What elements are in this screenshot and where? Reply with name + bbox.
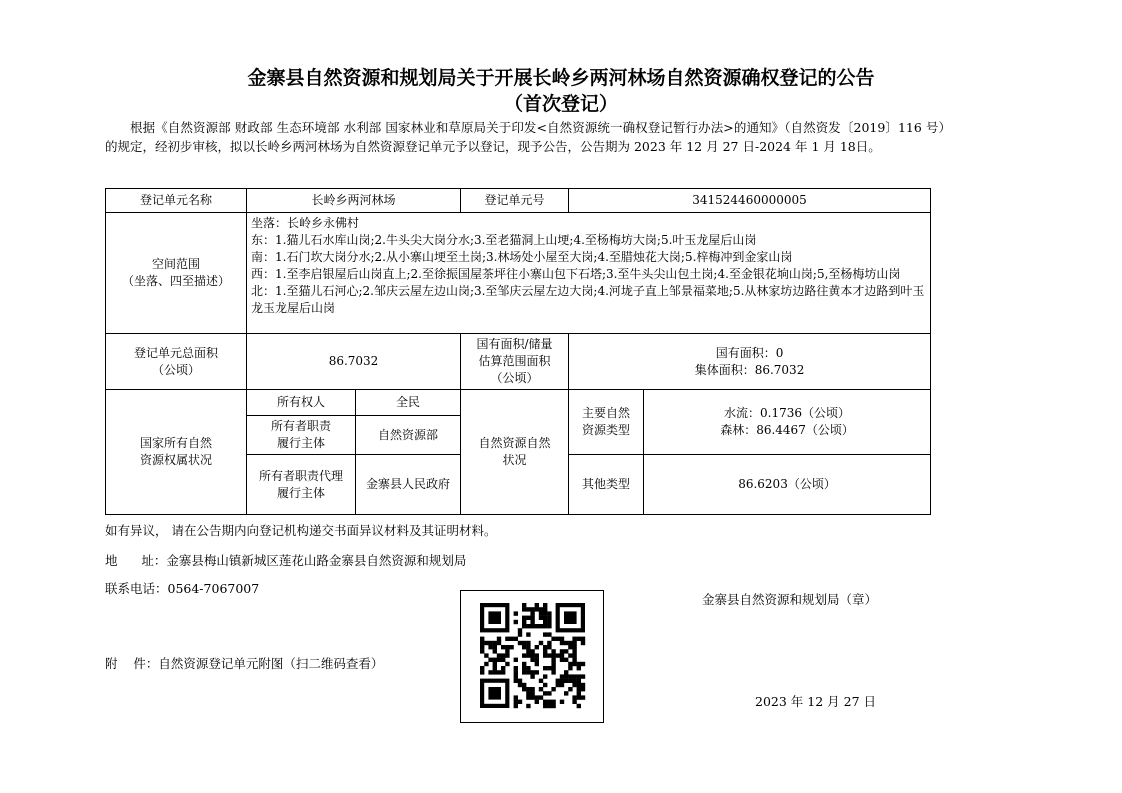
issuer-seal-text: 金寨县自然资源和规划局（章） xyxy=(702,592,878,607)
natural-status-label-line2: 状况 xyxy=(502,453,527,467)
document-subtitle: （首次登记） xyxy=(503,93,618,115)
space-range-label-line2: （坐落、四至描述） xyxy=(121,274,230,288)
agent-label-line1: 所有者职责代理 xyxy=(258,468,343,483)
state-area-label-line1: 国有面积/储量 xyxy=(476,337,553,351)
total-area-label-line2: （公顷） xyxy=(151,362,200,377)
total-area-label xyxy=(106,334,247,390)
collective-area-value: 集体面积：86.7032 xyxy=(694,362,805,377)
state-area-label-line2: 估算范围面积 xyxy=(478,354,551,368)
east-boundary: 东：1.猫儿石水库山岗;2.牛头尖大岗分水;3.至老猫洞上山埂;4.至杨梅坊大岗;5.叶玉龙屋后山岗 xyxy=(251,233,757,247)
agent-label-line2: 履行主体 xyxy=(276,485,325,500)
west-boundary: 西：1.至李启银屋后山岗直上;2.至徐振国屋茶坪往小寨山包下石塔;3.至牛头尖山包土岗;4.至金银花垧山岗;5,至杨梅坊山岗 xyxy=(251,267,901,281)
state-area-value: 国有面积：0 xyxy=(715,345,784,360)
address-line: 地 址：金寨县梅山镇新城区莲花山路金寨县自然资源和规划局 xyxy=(105,553,467,568)
registration-table xyxy=(105,188,931,515)
space-range-label xyxy=(106,213,247,334)
space-range-description xyxy=(247,213,931,334)
phone-line: 联系电话：0564-7067007 xyxy=(105,581,260,596)
attachment-line: 附 件：自然资源登记单元附图（扫二维码查看） xyxy=(105,656,384,671)
state-area-label xyxy=(461,334,569,390)
unit-no-label: 登记单元号 xyxy=(461,189,569,213)
unit-no-value: 341524460000005 xyxy=(569,189,931,213)
south-boundary: 南：1.石门坎大岗分水;2.从小寨山埂至土岗;3.林场处小屋至大岗;4.至腊烛花大岗;5.梓梅冲到金家山岗 xyxy=(251,250,793,264)
qr-code-image xyxy=(460,590,604,723)
state-area-label-line3: （公顷） xyxy=(490,371,539,385)
natural-status-label xyxy=(461,390,569,515)
agent-label xyxy=(247,455,356,515)
owner-label: 所有权人 xyxy=(247,390,356,416)
qr-code-graphic xyxy=(461,591,603,722)
north-boundary: 北：1.至猫儿石河心;2.邹庆云屋左边山岗;3.至邹庆云屋左边大岗;4.河垅子直上邹景福菜地;5.从林家坊边路往黄本才边路到叶玉龙玉龙屋后山岗 xyxy=(251,284,925,315)
issue-date: 2023 年 12 月 27 日 xyxy=(755,694,876,709)
agent-value: 金寨县人民政府 xyxy=(356,455,461,515)
location-text: 坐落：长岭乡永佛村 xyxy=(251,216,360,230)
main-type-values xyxy=(644,390,931,455)
unit-name-value: 长岭乡两河林场 xyxy=(247,189,461,213)
other-type-value: 86.6203（公顷） xyxy=(644,455,931,515)
ownership-status-label-line2: 资源权属状况 xyxy=(139,453,212,467)
total-area-value: 86.7032 xyxy=(247,334,461,390)
main-type-label-line2: 资源类型 xyxy=(582,423,631,437)
duty-label-line2: 履行主体 xyxy=(276,436,325,450)
ownership-status-label-line1: 国家所有自然 xyxy=(139,436,212,450)
natural-status-label-line1: 自然资源自然 xyxy=(478,436,551,450)
document-title: 金寨县自然资源和规划局关于开展长岭乡两河林场自然资源确权登记的公告 xyxy=(247,67,875,89)
water-value: 水流：0.1736（公顷） xyxy=(724,406,851,420)
main-type-label xyxy=(569,390,644,455)
area-breakdown xyxy=(569,334,931,390)
total-area-label-line1: 登记单元总面积 xyxy=(133,345,218,360)
space-range-label-line1: 空间范围 xyxy=(151,257,200,271)
unit-name-label: 登记单元名称 xyxy=(106,189,247,213)
duty-label-line1: 所有者职责 xyxy=(270,419,331,433)
ownership-status-label xyxy=(106,390,247,515)
other-type-label: 其他类型 xyxy=(569,455,644,515)
main-type-label-line1: 主要自然 xyxy=(582,406,631,420)
intro-paragraph: 根据《自然资源部 财政部 生态环境部 水利部 国家林业和草原局关于印发<自然资源统一确权登记暂行办法>的通知》（自然资发〔2019〕116 号）的规定，经初步审核，拟以长岭乡两河林场为自然资源登记单元予以登记，现予公告，公告期为 2023 年 12 月 27 日-2024 年 1 月 18日。 xyxy=(105,120,951,154)
forest-value: 森林：86.4467（公顷） xyxy=(720,423,854,437)
duty-value: 自然资源部 xyxy=(356,416,461,455)
duty-label xyxy=(247,416,356,455)
owner-value: 全民 xyxy=(356,390,461,416)
objection-notice: 如有异议， 请在公告期内向登记机构递交书面异议材料及其证明材料。 xyxy=(105,523,497,538)
